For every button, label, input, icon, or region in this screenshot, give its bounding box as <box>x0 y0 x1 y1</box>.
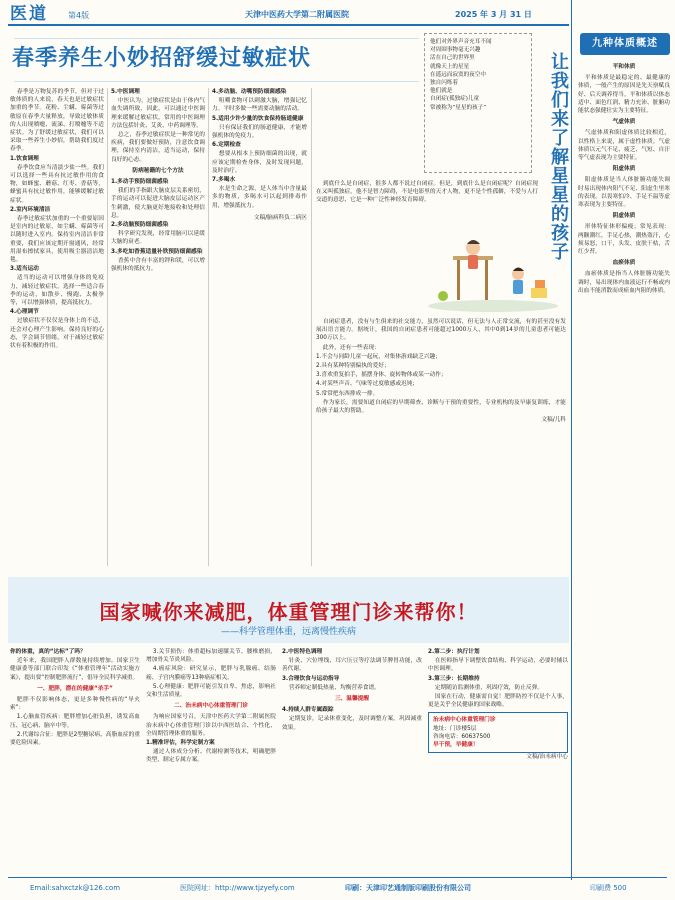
subheading: 1.精准评估，科学定制方案 <box>146 740 215 747</box>
section-heading: 防病秘籍的七个方法 <box>132 167 184 174</box>
header-rule <box>8 24 569 26</box>
column-divider <box>311 88 312 566</box>
paragraph: 针灸、穴位埋线、耳穴压豆等疗法调节脾胃功能，改善代谢。 <box>282 658 422 673</box>
column-divider <box>107 88 108 566</box>
footer-price: 印刷费 500 <box>590 884 627 892</box>
clinic-phone: 咨询电话：60637500 <box>433 733 491 740</box>
paragraph: 中医认为，过敏症状是由于体内气血失调所致，因此，可以通过中医调理来缓解过敏症状。常用的中医调理方法包括针灸、艾灸、中药调理等。 <box>111 98 205 129</box>
article2-body <box>316 318 566 568</box>
article1-col3 <box>212 88 307 568</box>
masthead: 医道 <box>10 4 48 24</box>
paragraph: 国家在行动，健康需自觉！肥胖防控不仅是个人事，更是关乎全民健康的国家战略。 <box>428 694 568 709</box>
clinic-address: 地址：门诊楼5层 <box>433 725 477 732</box>
list-item: 1.不会与同龄儿童一起玩，对集体游戏缺乏兴趣； <box>316 353 441 360</box>
sidebar-divider <box>571 0 572 880</box>
article3-col1 <box>10 648 140 873</box>
paragraph: 自闭症患者，没有与生俱来的社交能力，虽然可以说话，但无法与人正常交流，有的甚至没有发展出语言能力。据统计，我国的自闭症患者可能超过1000万人，其中0到14岁的儿童患者可能达300万以上。 <box>316 319 566 342</box>
children-playing-illustration <box>423 226 566 314</box>
paragraph: 作为家长，需要知道自闭症的早期筛查、诊断与干预的重要性，专业机构的及早康复训练，才能给孩子最大的帮助。 <box>316 399 566 415</box>
paragraph: 定期随访监测体重，巩固疗效，防止反弹。 <box>434 684 543 691</box>
constitution-heading: 阴虚体质 <box>612 213 636 220</box>
paragraph: 到底什么是自闭症，很多人都不说过自闭症。但是，到底什么是自闭症呢？自闭症现在又叫孤独症，他不是智力障碍，不是电影里的天才人物，更不是个性孤僻，不爱与人打交道的意思，它是一种广泛性神经发育障碍。 <box>316 181 538 204</box>
poem-line: 常被称为“星星的孩子” <box>430 104 487 111</box>
subheading: 4.多动脑、动嘴预防细菌感染 <box>212 89 287 95</box>
paragraph: 只有保证我们的肠道健康，才能增强机体的免疫力。 <box>212 124 307 140</box>
clinic-slogan: 早干预，早健康！ <box>433 742 479 749</box>
poem-line: 就像天上的星星 <box>430 63 470 70</box>
paragraph: 4.癌症风险：研究显示，肥胖与乳腺癌、结肠癌、子宫内膜癌等13种癌症相关。 <box>146 666 276 681</box>
article3-title: 国家喊你来减肥，体重管理门诊来帮你！ <box>99 600 478 624</box>
paragraph: 为响应国家号召，天津中医药大学第二附属医院治未病中心体重管理门诊以中西医结合、个性化、全周期管理体重的服务。 <box>146 714 276 737</box>
paragraph: 总之，春季过敏症状是一种常见的疾病，我们要做好预防，注意饮食调理，保持室内清洁，适当运动，保持良好的心态。 <box>111 132 205 163</box>
article2-intro <box>316 180 538 226</box>
subheading: 2.室内环境清洁 <box>10 206 51 213</box>
paragraph: 5.心理健康：肥胖可能引发自卑、焦虑，影响社交和生活质量。 <box>146 683 276 699</box>
article1-byline: 文稿/脑病科负二病区 <box>253 214 307 221</box>
article1-col1 <box>10 88 104 568</box>
paragraph: 3.关节损伤：体重超标加速膝关节、腰椎磨损，增加骨关节炎风险。 <box>146 649 276 664</box>
paragraph: 定期复诊，记录体重变化，及时调整方案，巩固减重效果。 <box>282 716 422 731</box>
list-item: 4.对某些声音、气味等过度敏感或迟钝； <box>316 381 419 388</box>
column-divider <box>208 88 209 566</box>
paragraph: 想要从根本上预防细菌的出现，就应该定期检查身体，及时发现问题，及时治疗。 <box>212 151 307 174</box>
paragraph: 春季饮食应当清淡少盐一些。我们可以选择一些具有抗过敏作用的食物，如蜂蜜、蘑菇、红枣、香菇等，蜂蜜具有抗过敏作用，能够缓解过敏症状。 <box>10 164 104 204</box>
constitution-text: 形体特征体形偏瘦；常见表现：两颧潮红，手足心热，潮热盗汗，心烦易怒，口干，头发、皮肤干枯，舌红少苔。 <box>578 224 670 256</box>
paragraph: 香蕉中含有丰富的钾和镁，可以增强机体的抵抗力。 <box>111 257 205 273</box>
subheading: 4.持续人群专属跟踪 <box>282 707 334 714</box>
paragraph: 在医师指导下调整饮食结构、科学运动，必要时辅以中医调理。 <box>428 658 568 673</box>
subheading: 你的体重，真的“达标”了吗？ <box>10 649 86 655</box>
article2-title: 让我们来了解星星的孩子 <box>548 52 569 261</box>
article3-byline: 文稿/治未病中心 <box>526 754 568 761</box>
article1-col2 <box>111 88 205 568</box>
footer-email: Email:sahxctzk@126.com <box>30 884 121 892</box>
footer-website: 医院网址：http://www.tjzyefy.com <box>180 884 295 892</box>
sidebar-title <box>580 33 670 55</box>
paragraph: 咀嚼食物可以刺激大脑，增强记忆力。平时多做一些需要动脑的活动。 <box>212 98 307 113</box>
subheading: 3.适当运动 <box>10 266 39 273</box>
section-heading: 三、温馨提醒 <box>334 696 370 703</box>
paragraph: 春季过敏症状加重的一个重要原因是室内的过敏原，如尘螨、霉菌等可以随时进入室内。保持室内清洁非常重要，我们应该定期开窗通风，经常用湿布擦拭家具，使用吸尘器清洁地毯。 <box>10 216 104 264</box>
list-item: 3.喜欢重复拍手，摇摆身体、旋转物体或某一动作； <box>316 372 447 379</box>
subheading: 3.第三步：长期维持 <box>428 675 480 682</box>
paragraph: 科学研究发现，经常用脑可以延缓大脑的衰老。 <box>111 231 205 246</box>
paragraph: 春季是万物复苏的季节，但对于过敏体质的人来说，春天也是过敏症状加重的季节。花粉、尘螨、霉菌等过敏原在春季大量释放，导致过敏体质的人出现喷嚏、流涕、打喷嚏等不适症状。为了舒缓过敏症状，我们可以采取一些养生小妙招，帮助我们度过春季。 <box>10 89 104 153</box>
subheading: 2.多动脑预防细菌感染 <box>111 222 169 229</box>
subheading: 1.多动手预防细菌感染 <box>111 179 169 186</box>
subheading: 5.适用少许少量的饮食保持肠道健康 <box>212 115 304 122</box>
constitution-text: 血瘀体质是指当人体脏腑功能失调时，易出现体内血液运行不畅或内出血不能消散而成瘀血内阻的体质。 <box>578 271 670 294</box>
article1-title: 春季养生小妙招舒缓过敏症状 <box>12 45 312 71</box>
article3-col4 <box>428 648 568 873</box>
clinic-name: 治未病中心体重管理门诊 <box>433 717 496 724</box>
section-heading: 一、肥胖，潜在的健康“杀手” <box>37 685 113 692</box>
paragraph: 此外，还有一些表现： <box>322 344 380 351</box>
hospital-name: 天津中医药大学第二附属医院 <box>245 10 349 19</box>
article3-col2 <box>146 648 276 873</box>
paragraph: 通过人体成分分析、代谢检测等技术，明确肥胖类型，制定专属方案。 <box>146 749 276 764</box>
clinic-info-box <box>428 712 568 753</box>
subheading: 5.中医调理 <box>111 89 140 95</box>
constitution-heading: 平和体质 <box>612 64 636 70</box>
poem-line: 自闭症(孤独症)儿童 <box>430 96 480 103</box>
article3-col3 <box>282 648 422 873</box>
poem-line: 独自闪烁着 <box>430 80 458 87</box>
sidebar-body <box>578 60 670 875</box>
paragraph: 2.代谢综合征：肥胖是2型糖尿病、高脂血症的重要危险因素。 <box>10 731 140 747</box>
subheading: 7.多喝水 <box>212 177 236 184</box>
article2-byline: 文稿/儿科 <box>541 417 566 424</box>
paragraph: 肥胖不仅影响体态，更是多种慢性病的“导火索”： <box>10 697 140 712</box>
sidebar-title-text: 九种体质概述 <box>592 38 658 49</box>
subheading: 3.多吃如香蕉适量补铁预防细菌感染 <box>111 248 203 255</box>
poem-line: 他们对外界声音充耳不闻 <box>430 39 492 45</box>
subheading: 4.心理调节 <box>10 309 39 316</box>
subheading: 1.饮食调理 <box>10 155 39 162</box>
poem-box <box>424 33 532 173</box>
constitution-heading: 阳虚体质 <box>612 166 636 173</box>
list-item: 5.常常把东西排成一排。 <box>316 390 379 397</box>
constitution-heading: 血瘀体质 <box>612 260 636 267</box>
footer-printer: 印刷：天津印艺通制版印刷股份有限公司 <box>345 884 471 892</box>
constitution-text: 阳虚体质是当人体脏腑功能失调时易出现体内阳气不足、阳虚生里寒的表现。以畏寒怕冷、手足不温等虚寒表现为主要特征。 <box>578 177 670 209</box>
issue-number: 第4版 <box>68 11 90 20</box>
poem-line: 在遥远而寂寞的夜空中 <box>430 71 486 78</box>
poem-line: 他们就是 <box>430 88 453 95</box>
paragraph: 近年来，我国肥胖人群数量持续增加。国家卫生健康委等部门联合印发《“体重管理年”活动实施方案》，提出要“控制肥胖流行”，倡导全民科学减重。 <box>10 658 140 681</box>
paragraph: 营养师定制低热量、均衡营养食谱。 <box>288 684 380 691</box>
constitution-text: 平和体质是最稳定的、最健康的体质，一般产生的原因是先天禀赋良好、后天调养得当。平和体质以体态适中、面色红润、精力充沛、脏腑功能状态强健壮实为主要特征。 <box>578 75 670 115</box>
subheading: 3.合理饮食与运动指导 <box>282 675 340 682</box>
subheading: 2.第二步：执行计划 <box>428 649 480 655</box>
footer-rule <box>8 877 667 878</box>
paragraph: 适当的运动可以增强身体的免疫力，减轻过敏症状。选择一些适合春季的运动，如散步、慢跑、太极拳等，可以增强体质，提高抵抗力。 <box>10 275 104 307</box>
paragraph: 1.心脑血管疾病：肥胖增加心脏负担，诱发高血压、冠心病、脑卒中等。 <box>10 714 140 729</box>
article3-subtitle: ——科学管理体重，远离慢性疾病 <box>220 627 356 637</box>
list-item: 2.具有某种特别偏执的爱好； <box>316 363 390 370</box>
constitution-heading: 气虚体质 <box>612 119 636 126</box>
section-heading: 二、治未病中心体重管理门诊 <box>174 703 248 710</box>
poem-line: 对周围事物毫无兴趣 <box>430 47 481 54</box>
paragraph: 过敏症状不仅仅是身体上的不适，还会对心理产生影响。保持良好的心态，学会调节情绪，对于减轻过敏症状有着积极的作用。 <box>10 318 104 350</box>
poem-line: 活在自己的世界里 <box>430 55 475 62</box>
constitution-text: 气虚体质和阳虚体质比较相近，以性格上来说，属于虚性体质。气虚体质以元气不足、疲乏、气短、自汗等气虚表现为主要特征。 <box>578 130 670 162</box>
subheading: 6.定期检查 <box>212 142 241 149</box>
paragraph: 我们的手指跟大脑皮层关系密切，手的运动可以促进大脑皮层运动区产生刺激，使大脑更好地接收和处理信息。 <box>111 188 205 219</box>
publication-date: 2025 年 3 月 31 日 <box>455 10 532 19</box>
paragraph: 水是生命之源，是人体当中含量最多的物质，多喝水可以起到排毒作用，增强抵抗力。 <box>212 186 307 209</box>
subheading: 2.中医特色调理 <box>282 649 323 655</box>
